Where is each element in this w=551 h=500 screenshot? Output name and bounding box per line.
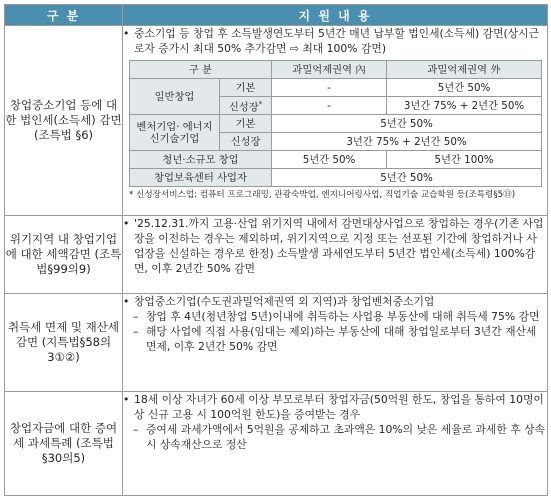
dash-item xyxy=(123,422,547,452)
new-growth-label xyxy=(220,97,272,115)
nursery-center-all: 5년간 50% xyxy=(272,169,542,187)
general-growth-metro: - xyxy=(272,97,387,115)
venture-label: 벤처기업· 에너지신기술기업 xyxy=(130,115,220,151)
header-row xyxy=(5,5,548,26)
header-content: 지 원 내 용 xyxy=(123,5,548,26)
venture-growth-all: 3년간 75% + 2년간 50% xyxy=(272,133,542,151)
bullet-text: 창업중소기업(수도권과밀억제권역 외 지역)과 창업벤처중소기업 xyxy=(134,295,435,308)
row-category: 창업자금에 대한 증여세 과세특례 (조특법 §30의5) xyxy=(5,392,123,496)
youth-non-metro: 5년간 100% xyxy=(387,151,542,169)
basic-label: 기본 xyxy=(220,115,272,133)
table-row xyxy=(5,26,548,216)
row-category: 위기지역 내 창업기업에 대한 세액감면 (조특법§99의9) xyxy=(5,216,123,294)
dash-item xyxy=(123,309,547,324)
row-content xyxy=(123,294,548,392)
general-startup-label: 일반창업 xyxy=(130,79,220,115)
row-category: 취득세 면제 및 재산세 감면 (지특법§58의3①②) xyxy=(5,294,123,392)
inner-header-row xyxy=(130,61,542,79)
inner-row xyxy=(130,115,542,133)
nursery-center-label: 창업보육센터 사업자 xyxy=(130,169,272,187)
inner-row xyxy=(130,151,542,169)
new-growth-label: 신성장 xyxy=(220,133,272,151)
new-growth-text: 신성장 xyxy=(228,101,259,114)
dash-item xyxy=(123,324,547,354)
inner-row xyxy=(130,169,542,187)
bullet-mark: • xyxy=(123,295,130,308)
dash-text: 증여세 과세가액에서 5억원을 공제하고 초과액은 10%의 낮은 세율로 과세한 후 상속 시 상속재산으로 정산 xyxy=(146,423,545,451)
dash-mark: – xyxy=(133,310,139,323)
youth-startup-label: 청년·소규모 창업 xyxy=(130,151,272,169)
bullet-item xyxy=(123,392,547,422)
bullet-mark: • xyxy=(123,393,130,406)
dash-text: 창업 후 4년(청년창업 5년)이내에 취득하는 사업용 부동산에 대해 취득세 75% 감면 xyxy=(146,310,540,323)
footnote: * 신성장서비스업: 컴퓨터 프로그래밍, 관광숙박업, 엔지니어링사업, 직업기술 교습학원 등(조특령§5⑬) xyxy=(129,190,516,200)
bullet-item xyxy=(123,26,547,56)
general-growth-non-metro: 3년간 75% + 2년간 50% xyxy=(387,97,542,115)
bullet-item xyxy=(123,216,547,276)
bullet-text: 중소기업 등 창업 후 소득발생연도부터 5년간 매년 납부할 법인세(소득세) 감면(상시근로자 증가시 최대 50% 추가감면 ⇨ 최대 100% 감면) xyxy=(134,27,540,55)
youth-metro: 5년간 50% xyxy=(272,151,387,169)
row-content xyxy=(123,216,548,294)
table-row xyxy=(5,216,548,294)
reduction-rate-table xyxy=(129,60,542,187)
venture-basic-all: 5년간 50% xyxy=(272,115,542,133)
inner-header-non-metro: 과밀억제권역 外 xyxy=(387,61,542,79)
general-basic-metro: - xyxy=(272,79,387,97)
basic-label: 기본 xyxy=(220,79,272,97)
new-growth-footnote-mark: * xyxy=(258,99,263,108)
inner-row xyxy=(130,79,542,97)
bullet-text: '25.12.31.까지 고용·산업 위기지역 내에서 감면대상사업으로 창업하는 경우(기존 사업장을 이전하는 경우는 제외하며, 위기지역으로 지정 또는 선포된 기간에 창업하거나 사업장을 신설하는 경우로 한정) 소득발생 과세연도부터 5년간 법인세(소득세) 100%감면, 이후 2년간 50% 감면 xyxy=(134,217,544,275)
bullet-mark: • xyxy=(123,217,130,230)
row-category: 창업중소기업 등에 대한 법인세(소득세) 감면 (조특법 §6) xyxy=(5,26,123,216)
inner-header-metro: 과밀억제권역 內 xyxy=(272,61,387,79)
bullet-item xyxy=(123,294,547,309)
support-table xyxy=(4,4,548,496)
dash-text: 해당 사업에 직접 사용(임대는 제외)하는 부동산에 대해 창업일로부터 3년간 재산세 면제, 이후 2년간 50% 감면 xyxy=(146,325,537,353)
general-basic-non-metro: 5년간 50% xyxy=(387,79,542,97)
header-category: 구 분 xyxy=(5,5,123,26)
table-row xyxy=(5,294,548,392)
table-row xyxy=(5,392,548,496)
row-content xyxy=(123,392,548,496)
inner-header-division: 구 분 xyxy=(130,61,272,79)
bullet-text: 18세 이상 자녀가 60세 이상 부모로부터 창업자금(50억원 한도, 창업을 통하여 10명이상 신규 고용 시 100억원 한도)을 증여받는 경우 xyxy=(134,393,544,421)
dash-mark: – xyxy=(133,423,139,436)
row-content xyxy=(123,26,548,216)
dash-mark: – xyxy=(133,325,139,338)
bullet-mark: • xyxy=(123,27,130,40)
